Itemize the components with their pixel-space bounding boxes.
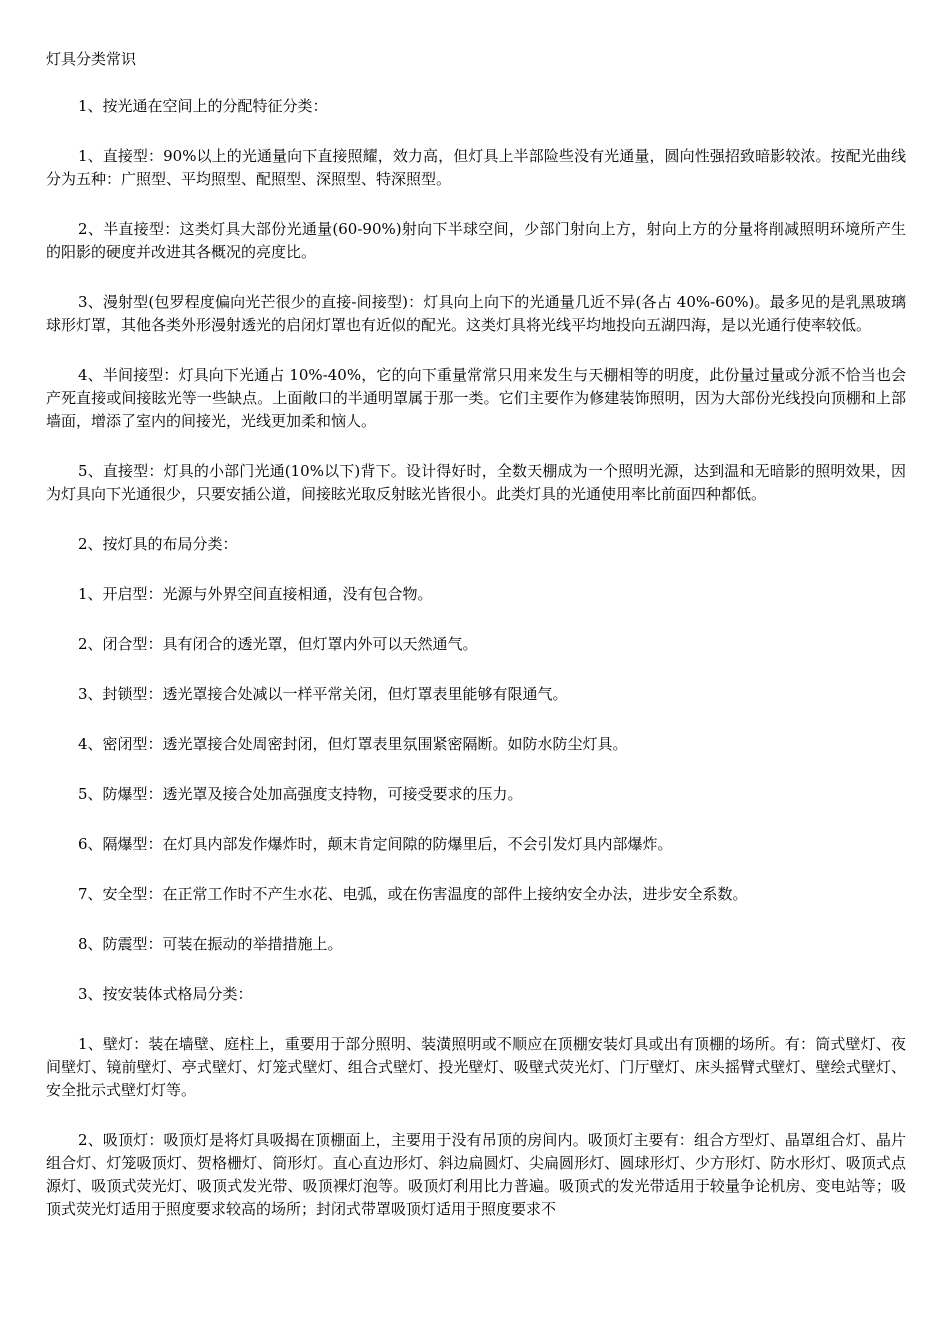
paragraph-sealed-type: 3、封锁型：透光罩接合处减以一样平常关闭，但灯罩表里能够有限通气。 (78, 685, 568, 703)
paragraph-flameproof-type: 6、隔爆型：在灯具内部发作爆炸时，颠末肯定间隙的防爆里后，不会引发灯具内部爆炸。 (78, 835, 673, 853)
section-heading-installation: 3、按安装体式格局分类： (78, 985, 253, 1003)
paragraph-open-type: 1、开启型：光源与外界空间直接相通，没有包合物。 (78, 585, 433, 603)
paragraph-ceiling-lamp: 2、吸顶灯：吸顶灯是将灯具吸揭在顶棚面上，主要用于没有吊顶的房间内。吸顶灯主要有：组合方型灯、晶罩组合灯、晶片组合灯、灯笼吸顶灯、贺格栅灯、筒形灯。直心直边形灯、斜边扁圆灯、尖扁圆形灯、圆球形灯、少方形灯、防水形灯、吸顶式点源灯、吸顶式荧光灯、吸顶式发光带、吸顶裸灯泡等。吸顶灯利用比力普遍。吸顶式的发光带适用于较量争论机房、变电站等；吸顶式荧光灯适用于照度要求较高的场所；封闭式带罩吸顶灯适用于照度要求不 (46, 1131, 906, 1218)
paragraph-semi-direct-type: 2、半直接型：这类灯具大部份光通量(60-90%)射向下半球空间，少部门射向上方，射向上方的分量将削减照明环境所产生的阳影的硬度并改进其各概况的亮度比。 (46, 220, 906, 261)
paragraph-explosion-proof-type: 5、防爆型：透光罩及接合处加高强度支持物，可接受要求的压力。 (78, 785, 523, 803)
paragraph-wall-lamp: 1、壁灯：装在墙壁、庭柱上，重要用于部分照明、装潢照明或不顺应在顶棚安装灯具或出有顶棚的场所。有：筒式壁灯、夜间壁灯、镜前壁灯、亭式壁灯、灯笼式壁灯、组合式壁灯、投光壁灯、吸壁式荧光灯、门厅壁灯、床头摇臂式壁灯、壁绘式壁灯、安全批示式壁灯灯等。 (46, 1035, 906, 1099)
paragraph-direct-type: 1、直接型：90%以上的光通量向下直接照耀，效力高，但灯具上半部险些没有光通量，圆向性强招致暗影较浓。按配光曲线分为五种：广照型、平均照型、配照型、深照型、特深照型。 (46, 147, 906, 188)
section-heading-light-distribution: 1、按光通在空间上的分配特征分类： (78, 97, 328, 115)
document-title: 灯具分类常识 (46, 50, 137, 68)
paragraph-diffuse-type: 3、漫射型(包罗程度偏向光芒很少的直接-间接型)：灯具向上向下的光通量几近不异(各占 40%-60%)。最多见的是乳黑玻璃球形灯罩，其他各类外形漫射透光的启闭灯罩也有近似的配光。这类灯具将光线平均地投向五湖四海，是以光通行使率较低。 (46, 293, 906, 334)
paragraph-airtight-type: 4、密闭型：透光罩接合处周密封闭，但灯罩表里氛围紧密隔断。如防水防尘灯具。 (78, 735, 628, 753)
paragraph-shockproof-type: 8、防震型：可装在振动的举措措施上。 (78, 935, 343, 953)
section-heading-structure: 2、按灯具的布局分类： (78, 535, 238, 553)
paragraph-closed-type: 2、闭合型：具有闭合的透光罩，但灯罩内外可以天然通气。 (78, 635, 478, 653)
paragraph-safety-type: 7、安全型：在正常工作时不产生水花、电弧，或在伤害温度的部件上接纳安全办法，进步安全系数。 (78, 885, 748, 903)
paragraph-semi-indirect-type: 4、半间接型：灯具向下光通占 10%-40%，它的向下重量常常只用来发生与天棚相等的明度，此份量过量或分派不恰当也会产死直接或间接眩光等一些缺点。上面敞口的半通明罩属于那一类。它们主要作为修建装饰照明，因为大部份光线投向顶棚和上部墙面，增添了室内的间接光，光线更加柔和恼人。 (46, 366, 906, 430)
paragraph-indirect-type: 5、直接型：灯具的小部门光通(10%以下)背下。设计得好时，全数天棚成为一个照明光源，达到温和无暗影的照明效果，因为灯具向下光通很少，只要安插公道，间接眩光取反射眩光皆很小。此类灯具的光通使用率比前面四种都低。 (46, 462, 906, 503)
